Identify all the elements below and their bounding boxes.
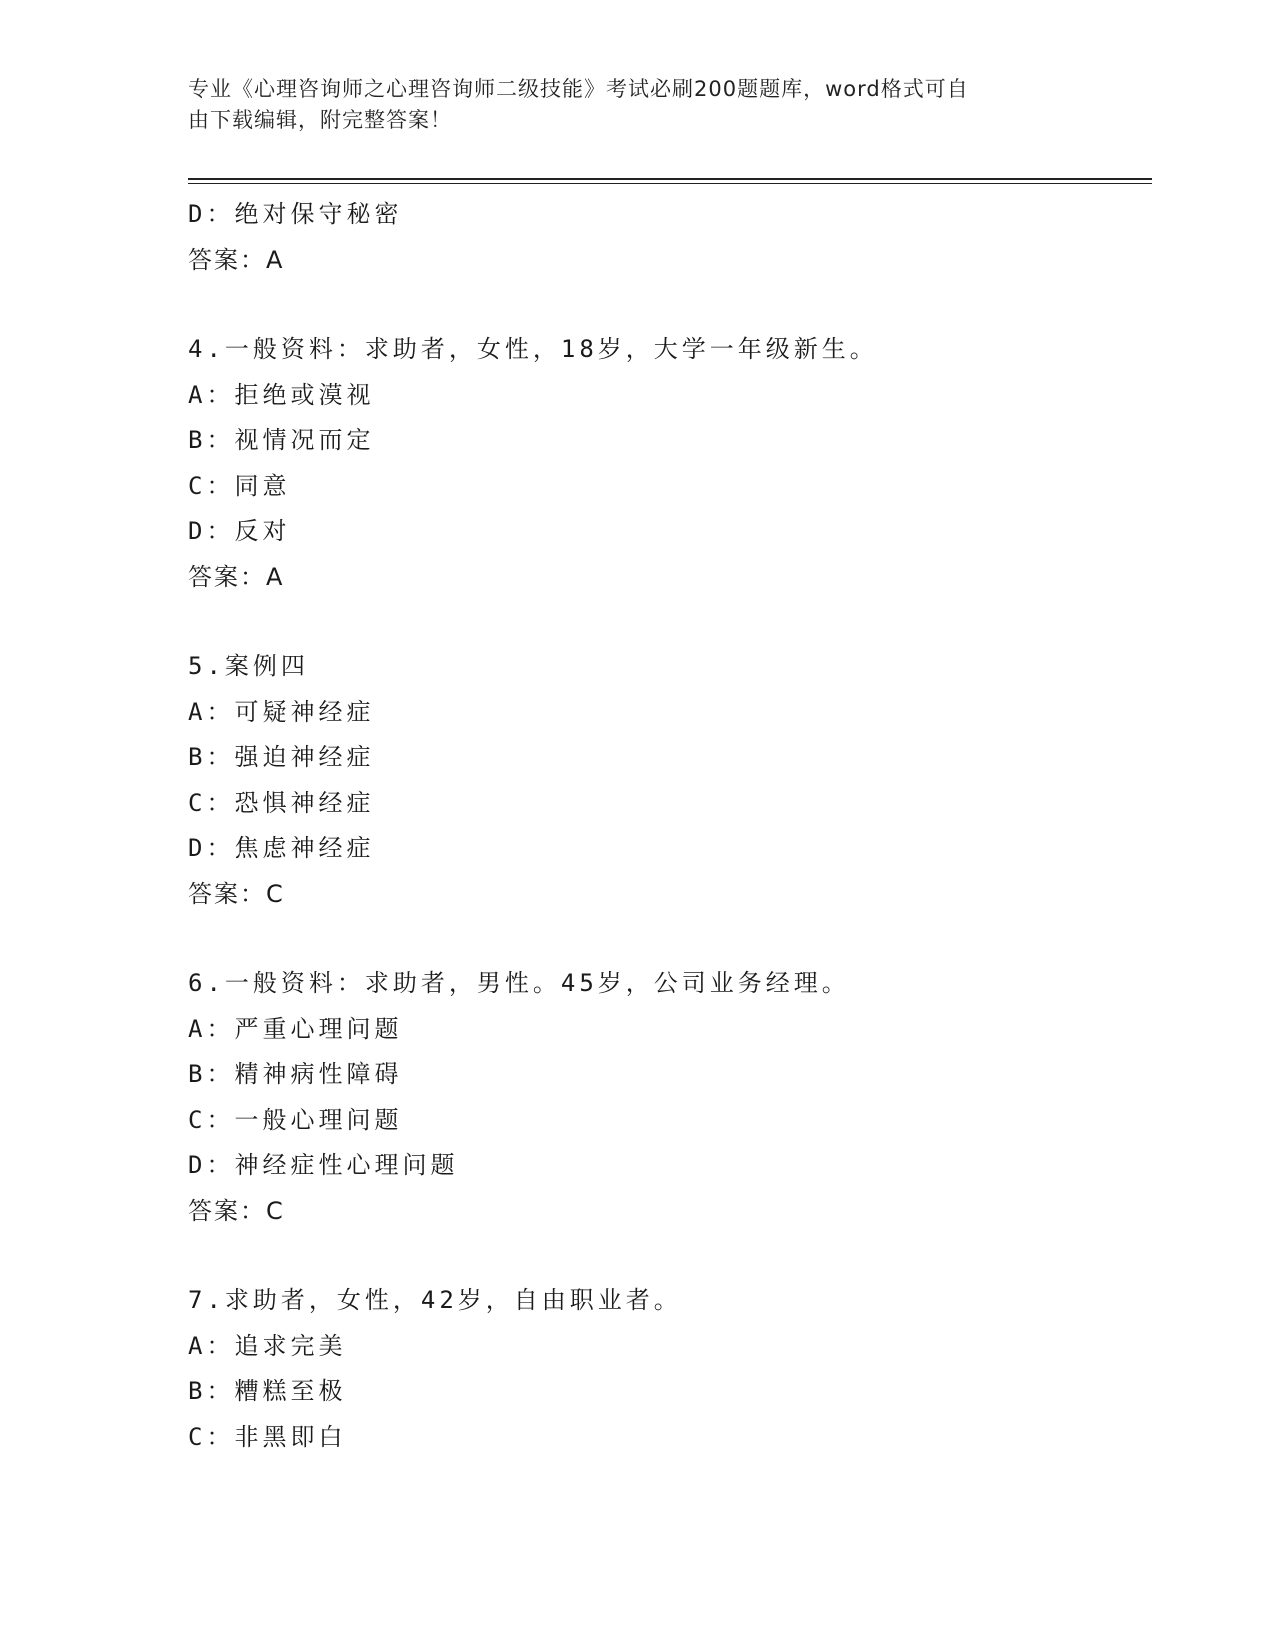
option-line: D：反对 <box>188 517 291 545</box>
option-line: B：精神病性障碍 <box>188 1060 403 1088</box>
option-line: C：非黑即白 <box>188 1422 347 1451</box>
answer-line: 答案：C <box>188 1196 285 1225</box>
header-divider-thin <box>188 183 1152 184</box>
option-line: C：恐惧神经症 <box>188 788 375 817</box>
question-block <box>188 1278 1152 1460</box>
option-line: B：糟糕至极 <box>188 1377 347 1405</box>
document-header <box>188 74 1068 136</box>
header-divider-thick <box>188 178 1152 180</box>
header-line-2: 由下载编辑，附完整答案！ <box>188 108 452 132</box>
question-block <box>188 961 1152 1234</box>
spacer <box>188 283 1152 327</box>
question-block <box>188 327 1152 600</box>
question-stem: 6.一般资料：求助者，男性。45岁，公司业务经理。 <box>188 969 850 997</box>
document-body <box>188 192 1152 1460</box>
option-line: B：视情况而定 <box>188 426 375 454</box>
answer-line: 答案：A <box>188 562 285 591</box>
answer-line: 答案：A <box>188 245 285 274</box>
option-line: D：绝对保守秘密 <box>188 200 403 228</box>
option-line: A：拒绝或漠视 <box>188 380 375 409</box>
option-line: C：同意 <box>188 471 291 500</box>
option-line: D：神经症性心理问题 <box>188 1151 459 1179</box>
spacer <box>188 600 1152 644</box>
option-line: B：强迫神经症 <box>188 743 375 771</box>
option-line: C：一般心理问题 <box>188 1105 403 1134</box>
option-line: A：可疑神经症 <box>188 697 375 726</box>
answer-line: 答案：C <box>188 879 285 908</box>
question-stem: 4.一般资料：求助者，女性，18岁，大学一年级新生。 <box>188 335 878 363</box>
question-stem: 5.案例四 <box>188 652 309 680</box>
spacer <box>188 1234 1152 1278</box>
option-line: A：严重心理问题 <box>188 1014 403 1043</box>
option-line: A：追求完美 <box>188 1331 347 1360</box>
spacer <box>188 917 1152 961</box>
question-block <box>188 644 1152 917</box>
question-stem: 7.求助者，女性，42岁，自由职业者。 <box>188 1286 682 1314</box>
header-line-1: 专业《心理咨询师之心理咨询师二级技能》考试必刷200题题库，word格式可自 <box>188 77 969 101</box>
option-line: D：焦虑神经症 <box>188 834 375 862</box>
